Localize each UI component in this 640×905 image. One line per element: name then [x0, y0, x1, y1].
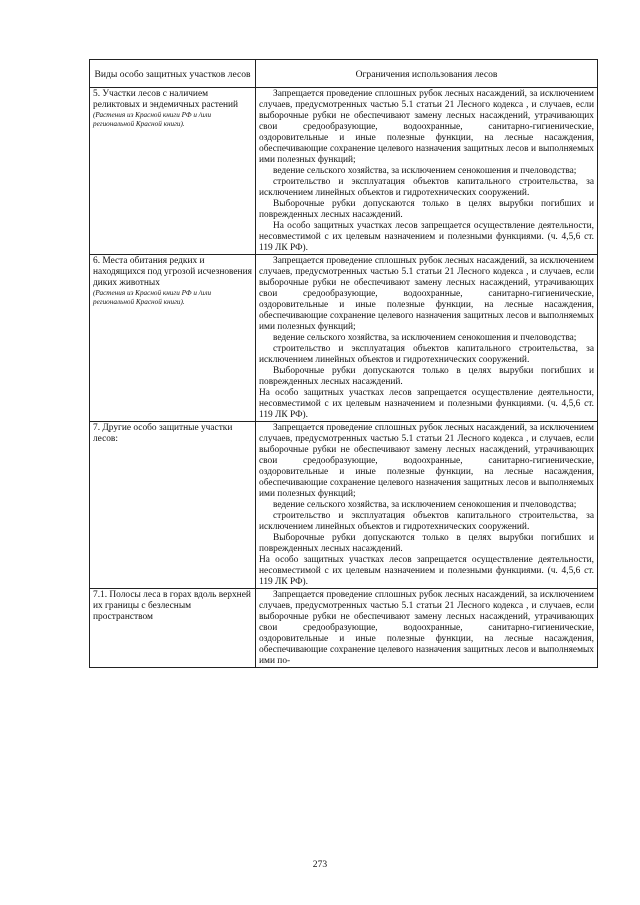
restrictions-cell — [256, 422, 598, 589]
restriction-paragraph: Выборочные рубки допускаются только в целях вырубки погибших и поврежденных лесных насаждений. — [259, 533, 594, 554]
plot-type-label: 7.1. Полосы леса в горах вдоль верхней их границы с безлесным пространством — [93, 590, 251, 622]
restrictions-table — [89, 59, 598, 668]
restriction-paragraph: На особо защитных участках лесов запрещается осуществление деятельности, несовместимой с их целевым назначением и полезными функциями. (ч. 4,5,6 ст. 119 ЛК РФ). — [259, 221, 594, 253]
plot-type-label: 7. Другие особо защитные участки лесов: — [93, 423, 233, 444]
restriction-paragraph: строительство и эксплуатация объектов капитального строительства, за исключением линейных объектов и гидротехнических сооружений. — [259, 344, 594, 365]
restriction-paragraph: На особо защитных участках лесов запрещается осуществление деятельности, несовместимой с их целевым назначением и полезными функциями. (ч. 4,5,6 ст. 119 ЛК РФ). — [259, 388, 594, 420]
page-number: 273 — [312, 859, 328, 870]
header-restrictions: Ограничения использования лесов — [256, 60, 598, 88]
restriction-paragraph: Запрещается проведение сплошных рубок лесных насаждений, за исключением случаев, предусмотренных частью 5.1 статьи 21 Лесного кодекса , и случаев, если выборочные рубки не обеспечивают замену лесных насаждений, утрачивающих свои средообразующие, водоохранные, санитарно-гигиенические, оздоровительные и иные полезные функции, на лесные насаждения, обеспечивающие сохранение целевого назначения защитных лесов и выполняемых ими полезных функций; — [259, 423, 594, 499]
table-row — [90, 589, 598, 668]
plot-type-label: 6. Места обитания редких и находящихся под угрозой исчезновения диких животных — [93, 256, 252, 288]
plot-type-cell — [90, 589, 256, 668]
header-plot-types: Виды особо защитных участков лесов — [90, 60, 256, 88]
table-row — [90, 88, 598, 255]
restriction-paragraph: На особо защитных участках лесов запрещается осуществление деятельности, несовместимой с их целевым назначением и полезными функциями. (ч. 4,5,6 ст. 119 ЛК РФ). — [259, 555, 594, 587]
restrictions-cell — [256, 88, 598, 255]
restriction-paragraph: Запрещается проведение сплошных рубок лесных насаждений, за исключением случаев, предусмотренных частью 5.1 статьи 21 Лесного кодекса , и случаев, если выборочные рубки не обеспечивают замену лесных насаждений, утрачивающих свои средообразующие, водоохранные, санитарно-гигиенические, оздоровительные и иные полезные функции, на лесные насаждения, обеспечивающие сохранение целевого назначения защитных лесов и выполняемых ими по- — [259, 590, 594, 666]
table-header-row — [90, 60, 598, 88]
restrictions-cell — [256, 255, 598, 422]
plot-type-note: (Растения из Красной книги РФ и /или региональной Красной книги). — [93, 111, 212, 128]
restriction-paragraph: ведение сельского хозяйства, за исключением сенокошения и пчеловодства; — [273, 166, 577, 176]
restriction-paragraph: ведение сельского хозяйства, за исключением сенокошения и пчеловодства; — [273, 333, 577, 343]
restriction-paragraph: Запрещается проведение сплошных рубок лесных насаждений, за исключением случаев, предусмотренных частью 5.1 статьи 21 Лесного кодекса , и случаев, если выборочные рубки не обеспечивают замену лесных насаждений, утрачивающих свои средообразующие, водоохранные, санитарно-гигиенические, оздоровительные и иные полезные функции, на лесные насаждения, обеспечивающие сохранение целевого назначения защитных лесов и выполняемых ими полезных функций; — [259, 256, 594, 332]
restriction-paragraph: строительство и эксплуатация объектов капитального строительства, за исключением линейных объектов и гидротехнических сооружений. — [259, 511, 594, 532]
restriction-paragraph: Выборочные рубки допускаются только в целях вырубки погибших и поврежденных лесных насаждений. — [259, 366, 594, 387]
plot-type-cell — [90, 422, 256, 589]
restriction-paragraph: Выборочные рубки допускаются только в целях вырубки погибших и поврежденных лесных насаждений. — [259, 199, 594, 220]
plot-type-cell — [90, 255, 256, 422]
table-row — [90, 422, 598, 589]
restriction-paragraph: строительство и эксплуатация объектов капитального строительства, за исключением линейных объектов и гидротехнических сооружений. — [259, 177, 594, 198]
plot-type-note: (Растения из Красной книги РФ и /или региональной Красной книги). — [93, 289, 212, 306]
plot-type-cell — [90, 88, 256, 255]
restrictions-cell — [256, 589, 598, 668]
plot-type-label: 5. Участки лесов с наличием реликтовых и эндемичных растений — [93, 89, 239, 110]
table-row — [90, 255, 598, 422]
restriction-paragraph: Запрещается проведение сплошных рубок лесных насаждений, за исключением случаев, предусмотренных частью 5.1 статьи 21 Лесного кодекса , и случаев, если выборочные рубки не обеспечивают замену лесных насаждений, утрачивающих свои средообразующие, водоохранные, санитарно-гигиенические, оздоровительные и иные полезные функции, на лесные насаждения, обеспечивающие сохранение целевого назначения защитных лесов и выполняемых ими полезных функций; — [259, 89, 594, 165]
restriction-paragraph: ведение сельского хозяйства, за исключением сенокошения и пчеловодства; — [273, 500, 577, 510]
